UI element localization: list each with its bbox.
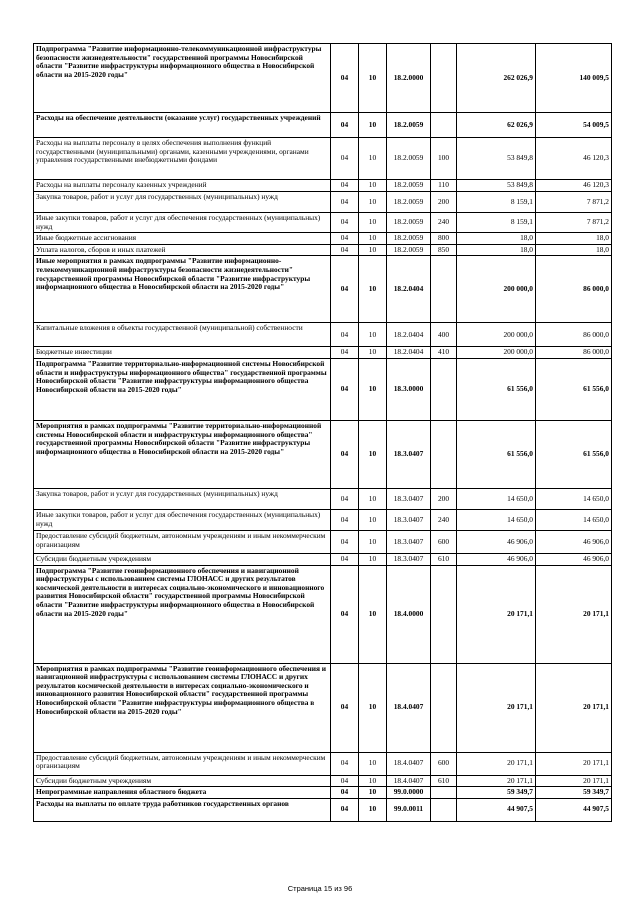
subsection-code: 10 bbox=[359, 180, 387, 192]
section-code: 04 bbox=[331, 44, 359, 113]
subsection-code: 10 bbox=[359, 233, 387, 245]
subsection-code: 10 bbox=[359, 420, 387, 488]
row-name: Мероприятия в рамках подпрограммы "Развитие геоинформационного обеспечения и навигационной инфраструктуры с использованием системы ГЛОНАСС и других результатов космической деятельности в интересах социально-экономического и инновационного развития Новосибирской области" государственной программы Новосибирской области "Развитие инфраструктуры информационного общества в Новосибирской области на 2015-2020 годы" bbox=[34, 663, 331, 752]
amount-2: 61 556,0 bbox=[536, 420, 612, 488]
expense-type-code: 110 bbox=[431, 180, 457, 192]
target-article-code: 18.2.0404 bbox=[387, 347, 431, 359]
amount-1: 46 906,0 bbox=[457, 530, 536, 553]
section-code: 04 bbox=[331, 775, 359, 787]
page-number: Страница 15 из 96 bbox=[287, 884, 353, 893]
table-row bbox=[34, 256, 612, 323]
amount-2: 86 000,0 bbox=[536, 256, 612, 323]
table-row bbox=[34, 420, 612, 488]
row-name: Закупка товаров, работ и услуг для государственных (муниципальных) нужд bbox=[34, 192, 331, 213]
expense-type-code bbox=[431, 565, 457, 663]
expense-type-code: 410 bbox=[431, 347, 457, 359]
section-code: 04 bbox=[331, 192, 359, 213]
section-code: 04 bbox=[331, 256, 359, 323]
table-row bbox=[34, 213, 612, 233]
section-code: 04 bbox=[331, 798, 359, 821]
target-article-code: 18.3.0407 bbox=[387, 509, 431, 530]
row-name: Расходы на выплаты персоналу в целях обеспечения выполнения функций государственными (муниципальными) органами, казенными учреждениями, органами управления государственными внебюджетными фондами bbox=[34, 138, 331, 180]
amount-2: 20 171,1 bbox=[536, 775, 612, 787]
target-article-code: 18.3.0407 bbox=[387, 488, 431, 509]
subsection-code: 10 bbox=[359, 509, 387, 530]
amount-1: 20 171,1 bbox=[457, 565, 536, 663]
expense-type-code bbox=[431, 358, 457, 420]
amount-2: 59 349,7 bbox=[536, 787, 612, 799]
table-row bbox=[34, 752, 612, 775]
amount-1: 18,0 bbox=[457, 244, 536, 256]
expense-type-code: 600 bbox=[431, 530, 457, 553]
expense-type-code bbox=[431, 663, 457, 752]
row-name: Расходы на выплаты персоналу казенных учреждений bbox=[34, 180, 331, 192]
row-name: Субсидии бюджетным учреждениям bbox=[34, 775, 331, 787]
target-article-code: 18.3.0407 bbox=[387, 553, 431, 565]
target-article-code: 18.2.0404 bbox=[387, 256, 431, 323]
row-name: Иные закупки товаров, работ и услуг для обеспечения государственных (муниципальных) нужд bbox=[34, 509, 331, 530]
section-code: 04 bbox=[331, 787, 359, 799]
amount-1: 59 349,7 bbox=[457, 787, 536, 799]
amount-2: 140 009,5 bbox=[536, 44, 612, 113]
expense-type-code: 200 bbox=[431, 192, 457, 213]
target-article-code: 18.4.0407 bbox=[387, 775, 431, 787]
section-code: 04 bbox=[331, 420, 359, 488]
row-name: Предоставление субсидий бюджетным, автономным учреждениям и иным некоммерческим организациям bbox=[34, 530, 331, 553]
target-article-code: 18.4.0407 bbox=[387, 663, 431, 752]
section-code: 04 bbox=[331, 752, 359, 775]
target-article-code: 18.3.0407 bbox=[387, 530, 431, 553]
target-article-code: 18.2.0059 bbox=[387, 180, 431, 192]
row-name: Бюджетные инвестиции bbox=[34, 347, 331, 359]
expense-type-code: 240 bbox=[431, 509, 457, 530]
subsection-code: 10 bbox=[359, 530, 387, 553]
amount-2: 20 171,1 bbox=[536, 565, 612, 663]
amount-1: 44 907,5 bbox=[457, 798, 536, 821]
subsection-code: 10 bbox=[359, 347, 387, 359]
amount-1: 262 026,9 bbox=[457, 44, 536, 113]
amount-1: 200 000,0 bbox=[457, 256, 536, 323]
amount-2: 7 871,2 bbox=[536, 192, 612, 213]
expense-type-code bbox=[431, 787, 457, 799]
table-row bbox=[34, 488, 612, 509]
table-row bbox=[34, 663, 612, 752]
amount-2: 46 906,0 bbox=[536, 553, 612, 565]
table-row bbox=[34, 180, 612, 192]
table-row bbox=[34, 553, 612, 565]
subsection-code: 10 bbox=[359, 752, 387, 775]
amount-2: 86 000,0 bbox=[536, 323, 612, 347]
subsection-code: 10 bbox=[359, 488, 387, 509]
target-article-code: 18.2.0404 bbox=[387, 323, 431, 347]
amount-1: 20 171,1 bbox=[457, 775, 536, 787]
target-article-code: 18.2.0000 bbox=[387, 44, 431, 113]
amount-2: 18,0 bbox=[536, 244, 612, 256]
row-name: Закупка товаров, работ и услуг для государственных (муниципальных) нужд bbox=[34, 488, 331, 509]
section-code: 04 bbox=[331, 323, 359, 347]
expense-type-code: 400 bbox=[431, 323, 457, 347]
subsection-code: 10 bbox=[359, 787, 387, 799]
table-row bbox=[34, 347, 612, 359]
subsection-code: 10 bbox=[359, 358, 387, 420]
table-row bbox=[34, 233, 612, 245]
row-name: Подпрограмма "Развитие геоинформационного обеспечения и навигационной инфраструктуры с использованием системы ГЛОНАСС и других результатов космической деятельности в интересах социально-экономического и инновационного развития Новосибирской области" государственной программы Новосибирской области "Развитие инфраструктуры информационного общества в Новосибирской области на 2015-2020 годы" bbox=[34, 565, 331, 663]
target-article-code: 18.2.0059 bbox=[387, 138, 431, 180]
section-code: 04 bbox=[331, 244, 359, 256]
amount-1: 18,0 bbox=[457, 233, 536, 245]
subsection-code: 10 bbox=[359, 323, 387, 347]
table-row bbox=[34, 138, 612, 180]
section-code: 04 bbox=[331, 488, 359, 509]
section-code: 04 bbox=[331, 113, 359, 138]
target-article-code: 99.0.0000 bbox=[387, 787, 431, 799]
table-row bbox=[34, 565, 612, 663]
subsection-code: 10 bbox=[359, 256, 387, 323]
expense-type-code bbox=[431, 798, 457, 821]
amount-1: 14 650,0 bbox=[457, 488, 536, 509]
row-name: Субсидии бюджетным учреждениям bbox=[34, 553, 331, 565]
amount-2: 20 171,1 bbox=[536, 663, 612, 752]
amount-1: 200 000,0 bbox=[457, 323, 536, 347]
amount-2: 20 171,1 bbox=[536, 752, 612, 775]
section-code: 04 bbox=[331, 233, 359, 245]
section-code: 04 bbox=[331, 509, 359, 530]
subsection-code: 10 bbox=[359, 553, 387, 565]
amount-2: 14 650,0 bbox=[536, 488, 612, 509]
expense-type-code: 800 bbox=[431, 233, 457, 245]
table-row bbox=[34, 44, 612, 113]
amount-2: 7 871,2 bbox=[536, 213, 612, 233]
target-article-code: 99.0.0011 bbox=[387, 798, 431, 821]
subsection-code: 10 bbox=[359, 113, 387, 138]
amount-2: 44 907,5 bbox=[536, 798, 612, 821]
row-name: Мероприятия в рамках подпрограммы "Развитие территориально-информационной системы Новосибирской области и инфраструктуры информационного общества" государственной программы Новосибирской области "Развитие инфраструктуры информационного общества в Новосибирской области на 2015-2020 годы" bbox=[34, 420, 331, 488]
table-body bbox=[34, 44, 612, 822]
row-name: Предоставление субсидий бюджетным, автономным учреждениям и иным некоммерческим организациям bbox=[34, 752, 331, 775]
table-row bbox=[34, 244, 612, 256]
row-name: Подпрограмма "Развитие территориально-информационной системы Новосибирской области и инфраструктуры информационного общества" государственной программы Новосибирской области "Развитие инфраструктуры информационного общества Новосибирской области на 2015-2020 годы" bbox=[34, 358, 331, 420]
section-code: 04 bbox=[331, 530, 359, 553]
amount-2: 46 120,3 bbox=[536, 138, 612, 180]
row-name: Иные мероприятия в рамках подпрограммы "Развитие информационно-телекоммуникационной инфраструктуры безопасности жизнедеятельности" государственной программы Новосибирской области "Развитие инфраструктуры информационного общества в Новосибирской области на 2015-2020 годы" bbox=[34, 256, 331, 323]
row-name: Подпрограмма "Развитие информационно-телекоммуникационной инфраструктуры безопасности жизнедеятельности" государственной программы Новосибирской области "Развитие инфраструктуры информационного общества в Новосибирской области на 2015-2020 годы" bbox=[34, 44, 331, 113]
expense-type-code bbox=[431, 256, 457, 323]
row-name: Расходы на обеспечение деятельности (оказание услуг) государственных учреждений bbox=[34, 113, 331, 138]
subsection-code: 10 bbox=[359, 663, 387, 752]
table-row bbox=[34, 530, 612, 553]
section-code: 04 bbox=[331, 565, 359, 663]
amount-1: 20 171,1 bbox=[457, 752, 536, 775]
amount-1: 53 849,8 bbox=[457, 180, 536, 192]
expense-type-code bbox=[431, 113, 457, 138]
table-row bbox=[34, 358, 612, 420]
amount-1: 14 650,0 bbox=[457, 509, 536, 530]
expense-type-code bbox=[431, 44, 457, 113]
amount-1: 8 159,1 bbox=[457, 213, 536, 233]
amount-1: 61 556,0 bbox=[457, 420, 536, 488]
amount-1: 62 026,9 bbox=[457, 113, 536, 138]
subsection-code: 10 bbox=[359, 44, 387, 113]
amount-1: 46 906,0 bbox=[457, 553, 536, 565]
expense-type-code: 240 bbox=[431, 213, 457, 233]
target-article-code: 18.3.0407 bbox=[387, 420, 431, 488]
row-name: Расходы на выплаты по оплате труда работников государственных органов bbox=[34, 798, 331, 821]
subsection-code: 10 bbox=[359, 798, 387, 821]
subsection-code: 10 bbox=[359, 192, 387, 213]
target-article-code: 18.4.0407 bbox=[387, 752, 431, 775]
subsection-code: 10 bbox=[359, 775, 387, 787]
expense-type-code: 610 bbox=[431, 775, 457, 787]
row-name: Иные бюджетные ассигнования bbox=[34, 233, 331, 245]
amount-2: 18,0 bbox=[536, 233, 612, 245]
expense-type-code: 850 bbox=[431, 244, 457, 256]
table-row bbox=[34, 775, 612, 787]
expense-type-code: 200 bbox=[431, 488, 457, 509]
amount-1: 200 000,0 bbox=[457, 347, 536, 359]
expense-type-code: 600 bbox=[431, 752, 457, 775]
section-code: 04 bbox=[331, 347, 359, 359]
table-row bbox=[34, 323, 612, 347]
amount-2: 14 650,0 bbox=[536, 509, 612, 530]
amount-2: 46 906,0 bbox=[536, 530, 612, 553]
expense-type-code: 610 bbox=[431, 553, 457, 565]
section-code: 04 bbox=[331, 663, 359, 752]
table-row bbox=[34, 192, 612, 213]
table-row bbox=[34, 113, 612, 138]
budget-table bbox=[33, 43, 612, 822]
subsection-code: 10 bbox=[359, 213, 387, 233]
target-article-code: 18.2.0059 bbox=[387, 233, 431, 245]
target-article-code: 18.2.0059 bbox=[387, 244, 431, 256]
row-name: Капитальные вложения в объекты государственной (муниципальной) собственности bbox=[34, 323, 331, 347]
amount-1: 8 159,1 bbox=[457, 192, 536, 213]
target-article-code: 18.2.0059 bbox=[387, 213, 431, 233]
table-row bbox=[34, 798, 612, 821]
row-name: Непрограммные направления областного бюджета bbox=[34, 787, 331, 799]
target-article-code: 18.4.0000 bbox=[387, 565, 431, 663]
amount-1: 61 556,0 bbox=[457, 358, 536, 420]
target-article-code: 18.3.0000 bbox=[387, 358, 431, 420]
section-code: 04 bbox=[331, 213, 359, 233]
amount-2: 61 556,0 bbox=[536, 358, 612, 420]
target-article-code: 18.2.0059 bbox=[387, 192, 431, 213]
row-name: Иные закупки товаров, работ и услуг для обеспечения государственных (муниципальных) нужд bbox=[34, 213, 331, 233]
amount-2: 86 000,0 bbox=[536, 347, 612, 359]
section-code: 04 bbox=[331, 358, 359, 420]
target-article-code: 18.2.0059 bbox=[387, 113, 431, 138]
amount-1: 20 171,1 bbox=[457, 663, 536, 752]
expense-type-code bbox=[431, 420, 457, 488]
page-footer bbox=[0, 884, 640, 893]
section-code: 04 bbox=[331, 180, 359, 192]
section-code: 04 bbox=[331, 138, 359, 180]
subsection-code: 10 bbox=[359, 565, 387, 663]
expense-type-code: 100 bbox=[431, 138, 457, 180]
table-row bbox=[34, 509, 612, 530]
subsection-code: 10 bbox=[359, 244, 387, 256]
row-name: Уплата налогов, сборов и иных платежей bbox=[34, 244, 331, 256]
section-code: 04 bbox=[331, 553, 359, 565]
amount-2: 54 009,5 bbox=[536, 113, 612, 138]
amount-1: 53 849,8 bbox=[457, 138, 536, 180]
subsection-code: 10 bbox=[359, 138, 387, 180]
table-row bbox=[34, 787, 612, 799]
amount-2: 46 120,3 bbox=[536, 180, 612, 192]
